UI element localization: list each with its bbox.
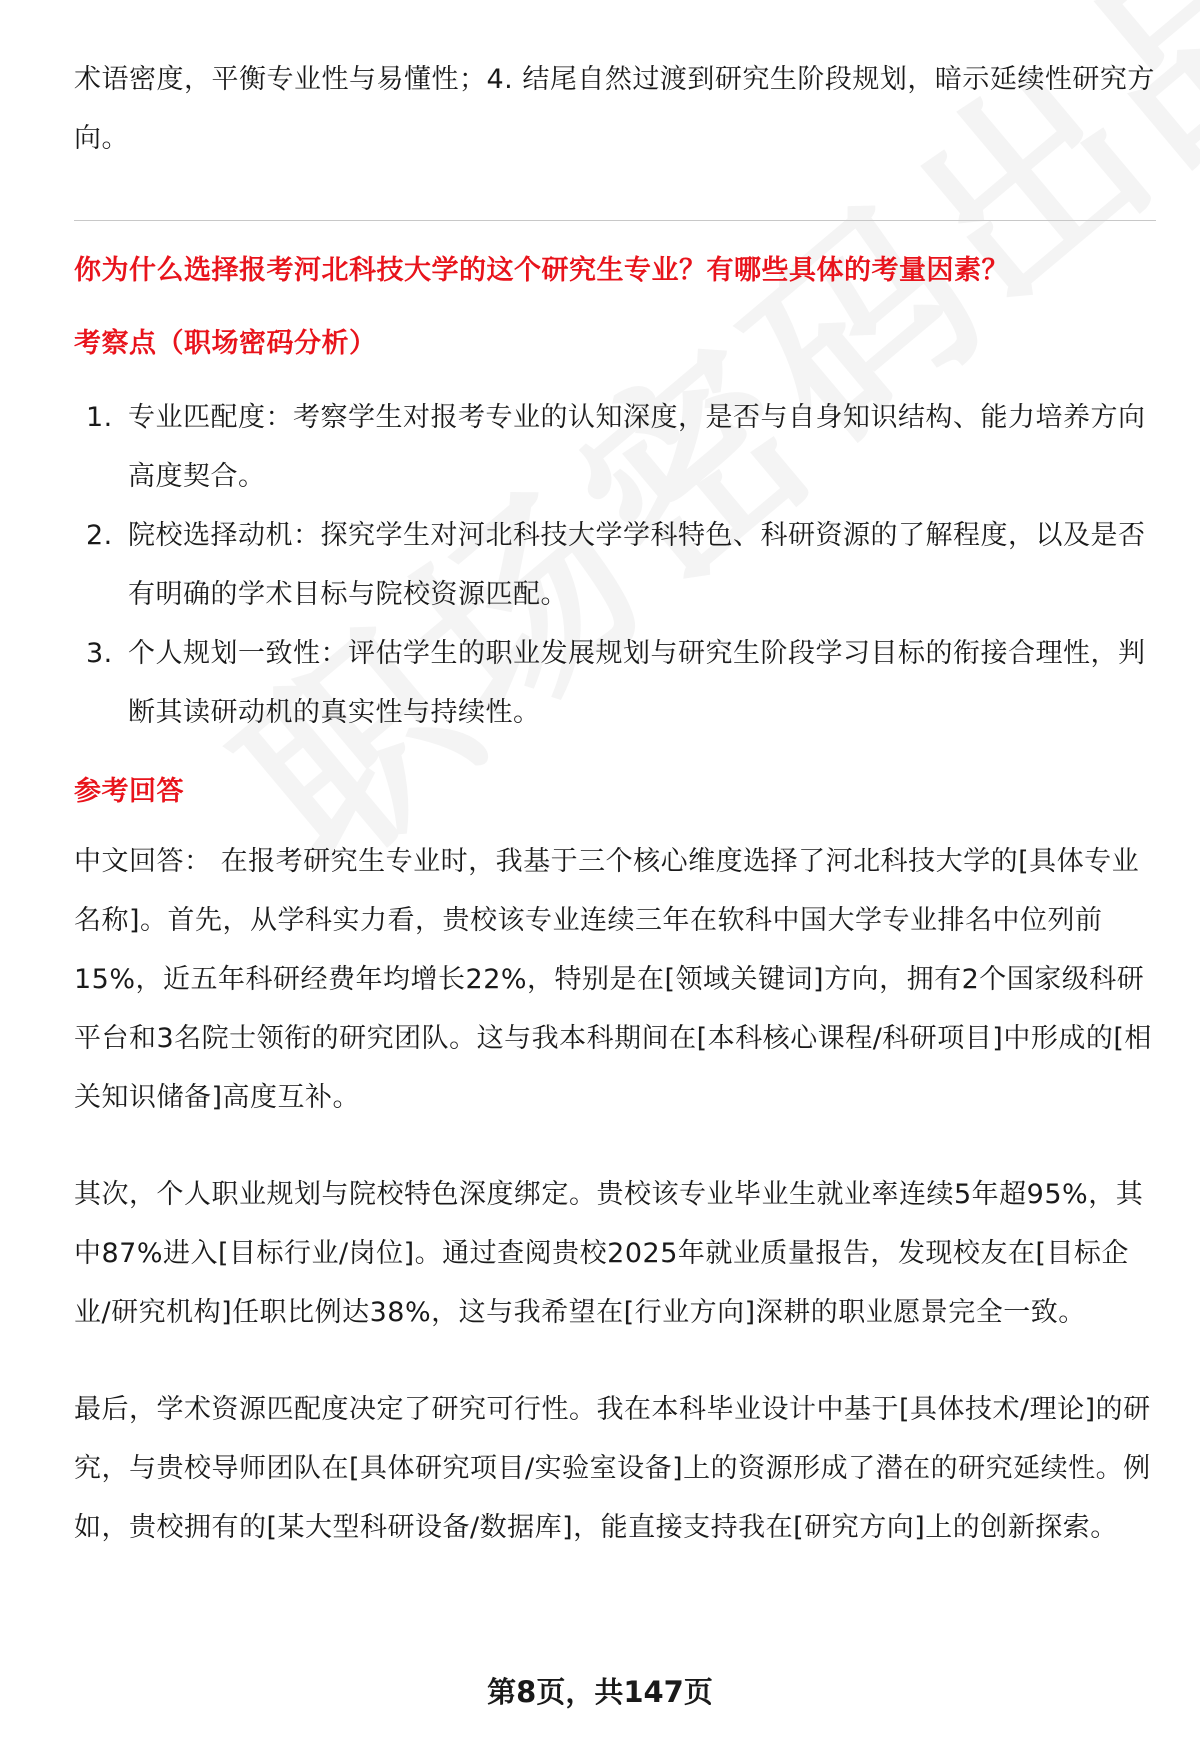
analysis-list xyxy=(74,388,1156,742)
section-divider xyxy=(74,220,1156,221)
page-number-footer: 第8页，共147页 xyxy=(487,1675,713,1709)
list-item-number: 2. xyxy=(86,520,113,551)
list-item-number: 3. xyxy=(86,638,113,669)
analysis-heading: 考察点（职场密码分析） xyxy=(74,328,377,359)
list-item xyxy=(74,624,1156,742)
list-item-text: 专业匹配度：考察学生对报考专业的认知深度，是否与自身知识结构、能力培养方向高度契合。 xyxy=(128,402,1146,492)
list-item xyxy=(74,388,1156,506)
intro-paragraph: 术语密度，平衡专业性与易懂性；4. 结尾自然过渡到研究生阶段规划，暗示延续性研究方向。 xyxy=(74,64,1155,154)
list-item-text: 个人规划一致性：评估学生的职业发展规划与研究生阶段学习目标的衔接合理性，判断其读研动机的真实性与持续性。 xyxy=(128,638,1146,728)
list-item-number: 1. xyxy=(86,402,113,433)
answer-paragraph: 中文回答： 在报考研究生专业时，我基于三个核心维度选择了河北科技大学的[具体专业名称]。首先，从学科实力看，贵校该专业连续三年在软科中国大学专业排名中位列前15%，近五年科研经费年均增长22%，特别是在[领域关键词]方向，拥有2个国家级科研平台和3名院士领衔的研究团队。这与我本科期间在[本科核心课程/科研项目]中形成的[相关知识储备]高度互补。 xyxy=(74,846,1152,1113)
answer-heading: 参考回答 xyxy=(74,776,184,807)
answer-paragraph: 最后，学术资源匹配度决定了研究可行性。我在本科毕业设计中基于[具体技术/理论]的研究，与贵校导师团队在[具体研究项目/实验室设备]上的资源形成了潜在的研究延续性。例如，贵校拥有的[某大型科研设备/数据库]，能直接支持我在[研究方向]上的创新探索。 xyxy=(74,1394,1151,1543)
list-item-text: 院校选择动机：探究学生对河北科技大学学科特色、科研资源的了解程度，以及是否有明确的学术目标与院校资源匹配。 xyxy=(128,520,1146,610)
page-content xyxy=(74,50,1156,1557)
question-title: 你为什么选择报考河北科技大学的这个研究生专业？有哪些具体的考量因素？ xyxy=(74,255,1009,286)
list-item xyxy=(74,506,1156,624)
answer-paragraph: 其次，个人职业规划与院校特色深度绑定。贵校该专业毕业生就业率连续5年超95%，其中87%进入[目标行业/岗位]。通过查阅贵校2025年就业质量报告，发现校友在[目标企业/研究机构]任职比例达38%，这与我希望在[行业方向]深耕的职业愿景完全一致。 xyxy=(74,1179,1144,1328)
